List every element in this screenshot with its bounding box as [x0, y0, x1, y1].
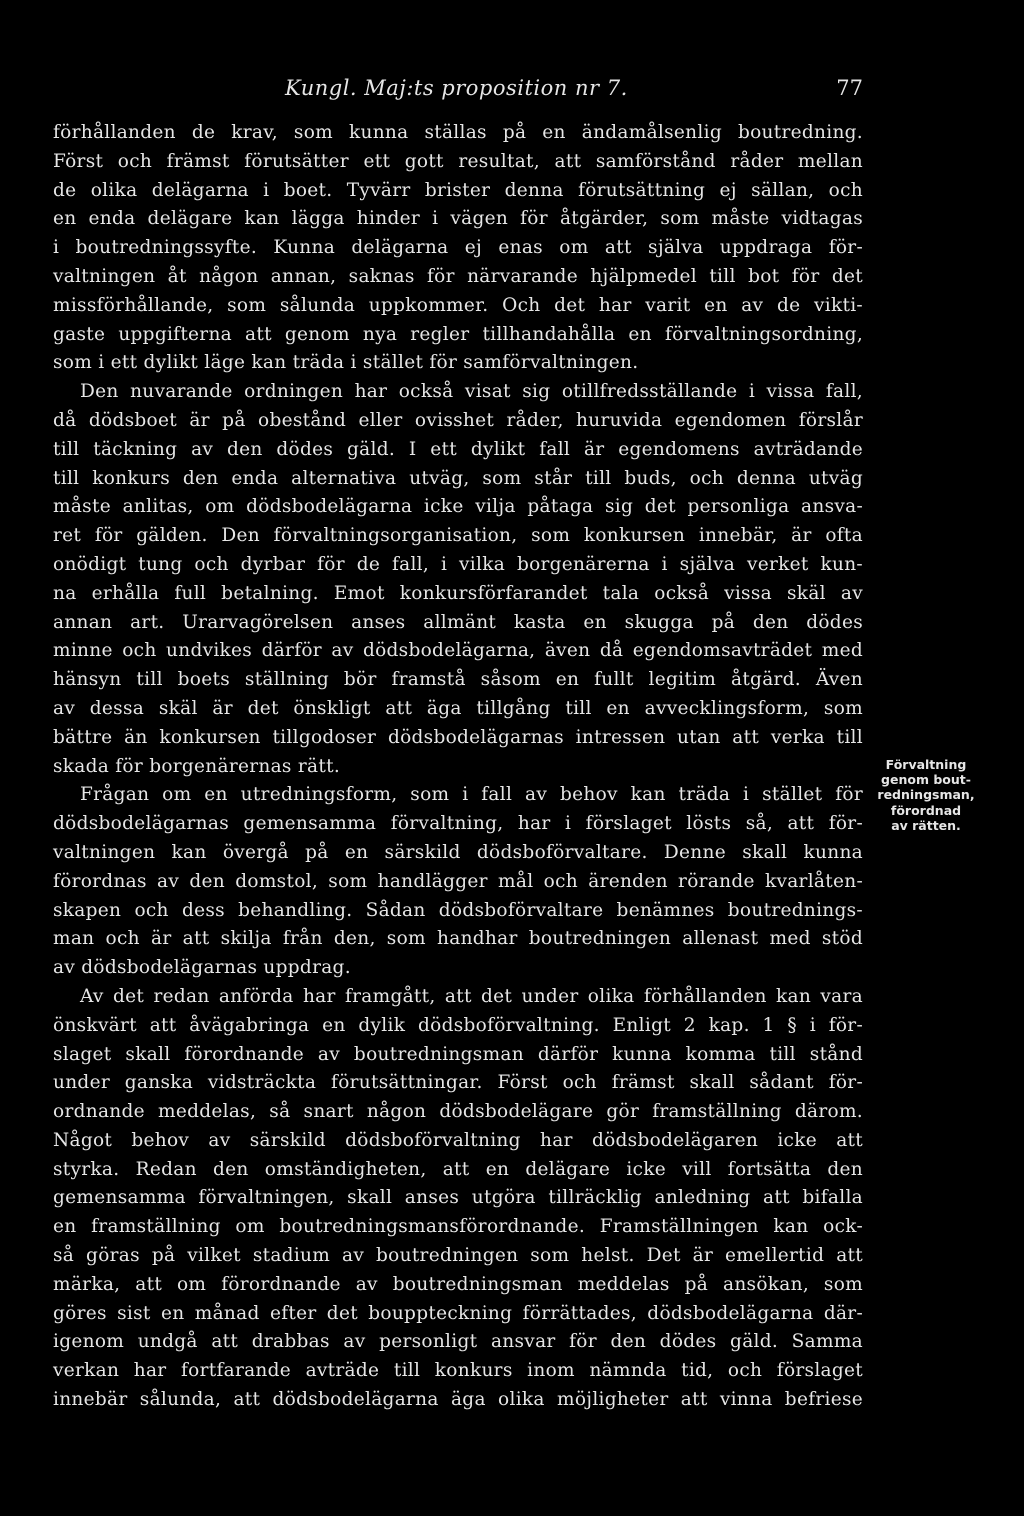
- text-line: av dödsbodelägarnas uppdrag.: [53, 957, 351, 979]
- text-line: de olika delägarna i boet. Tyvärr brister denna förutsättning ej sällan, och: [53, 179, 863, 201]
- text-line: missförhållande, som sålunda uppkommer. Och det har varit en av de vikti-: [53, 294, 863, 316]
- text-line: innebär sålunda, att dödsbodelägarna äga olika möjligheter att vinna befriese: [53, 1389, 863, 1411]
- margin-note-line: genom bout-: [881, 772, 971, 788]
- text-line: valtningen åt någon annan, saknas för närvarande hjälpmedel till bot för det: [53, 265, 863, 287]
- text-line: förhållanden de krav, som kunna ställas på en ändamålsenlig boutredning.: [53, 122, 863, 143]
- text-line: minne och undvikes därför av dödsbodelägarna, även då egendomsavträdet med: [53, 640, 863, 662]
- page-header: [53, 76, 863, 106]
- text-line: verkan har fortfarande avträde till konkurs inom nämnda tid, och förslaget: [53, 1360, 863, 1382]
- text-line: man och är att skilja från den, som handhar boutredningen allenast med stöd: [53, 928, 863, 950]
- text-line: en framställning om boutredningsmansförordnande. Framställningen kan ock-: [53, 1216, 863, 1238]
- text-line: hänsyn till boets ställning bör framstå såsom en fullt legitim åtgärd. Även: [53, 669, 863, 691]
- running-title: Kungl. Maj:ts proposition nr 7.: [285, 76, 628, 100]
- text-line: som i ett dylikt läge kan träda i stället för samförvaltningen.: [53, 352, 639, 374]
- text-line: onödigt tung och dyrbar för de fall, i vilka borgenärerna i själva verket kun-: [53, 553, 863, 575]
- text-line: skapen och dess behandling. Sådan dödsboförvaltare benämnes boutrednings-: [53, 899, 863, 921]
- text-line: märka, att om förordnande av boutredningsman meddelas på ansökan, som: [53, 1273, 863, 1295]
- text-line: till konkurs den enda alternativa utväg, som står till buds, och denna utväg: [53, 467, 863, 489]
- text-line: förordnas av den domstol, som handlägger mål och ärenden rörande kvarlåten-: [53, 870, 863, 892]
- text-line: i boutredningssyfte. Kunna delägarna ej enas om att själva uppdraga för-: [53, 237, 863, 259]
- margin-note-line: Förvaltning: [885, 757, 967, 772]
- text-line: ret för gälden. Den förvaltningsorganisation, som konkursen innebär, är ofta: [53, 525, 863, 547]
- text-line: Av det redan anförda har framgått, att det under olika förhållanden kan vara: [80, 985, 863, 1007]
- text-line: valtningen kan övergå på en särskild dödsboförvaltare. Denne skall kunna: [53, 841, 863, 863]
- text-line: styrka. Redan den omständigheten, att en delägare icke vill fortsätta den: [53, 1158, 863, 1180]
- text-line: till täckning av den dödes gäld. I ett dylikt fall är egendomens avträdande: [53, 438, 863, 460]
- text-line: igenom undgå att drabbas av personligt ansvar för den dödes gäld. Samma: [53, 1331, 863, 1353]
- text-line: slaget skall förordnande av boutredningsman därför kunna komma till stånd: [53, 1043, 863, 1065]
- text-line: Frågan om en utredningsform, som i fall av behov kan träda i stället för: [80, 784, 863, 806]
- text-line: gemensamma förvaltningen, skall anses utgöra tillräcklig anledning att bifalla: [53, 1187, 863, 1209]
- text-line: Först och främst förutsätter ett gott resultat, att samförstånd råder mellan: [53, 150, 863, 172]
- margin-note-line: förordnad: [890, 802, 962, 818]
- text-line: under ganska vidsträckta förutsättningar. Först och främst skall sådant för-: [53, 1072, 863, 1094]
- text-line: ordnande meddelas, så snart någon dödsbodelägare gör framställning därom.: [53, 1101, 863, 1123]
- text-line: måste anlitas, om dödsbodelägarna icke vilja påtaga sig det personliga ansva-: [53, 496, 863, 518]
- margin-note: [871, 757, 981, 833]
- body-text: [53, 119, 863, 1415]
- text-line: önskvärt att åvägabringa en dylik dödsboförvaltning. Enligt 2 kap. 1 § i för-: [53, 1014, 863, 1036]
- text-line: skada för borgenärernas rätt.: [53, 755, 341, 777]
- text-line: göres sist en månad efter det bouppteckning förrättades, dödsbodelägarna där-: [53, 1302, 863, 1324]
- margin-note-line: av rätten.: [891, 817, 961, 833]
- text-line: Den nuvarande ordningen har också visat sig otillfredsställande i vissa fall,: [80, 381, 863, 403]
- text-line: en enda delägare kan lägga hinder i vägen för åtgärder, som måste vidtagas: [53, 208, 863, 230]
- text-line: då dödsboet är på obestånd eller ovisshet råder, huruvida egendomen förslår: [53, 409, 863, 431]
- text-line: gaste uppgifterna att genom nya regler tillhandahålla en förvaltningsordning,: [53, 323, 863, 345]
- text-line: så göras på vilket stadium av boutredningen som helst. Det är emellertid att: [53, 1245, 863, 1267]
- text-line: Något behov av särskild dödsboförvaltning har dödsbodelägaren icke att: [53, 1129, 863, 1151]
- text-line: bättre än konkursen tillgodoser dödsbodelägarnas intressen utan att verka till: [53, 726, 863, 748]
- page-number: 77: [836, 76, 863, 100]
- text-line: dödsbodelägarnas gemensamma förvaltning, har i förslaget lösts så, att för-: [53, 813, 863, 835]
- text-line: annan art. Urarvagörelsen anses allmänt kasta en skugga på den dödes: [53, 611, 863, 633]
- text-line: av dessa skäl är det önskligt att äga tillgång till en avvecklingsform, som: [53, 697, 863, 719]
- text-line: na erhålla full betalning. Emot konkursförfarandet tala också vissa skäl av: [53, 582, 863, 604]
- margin-note-line: redningsman,: [877, 787, 975, 803]
